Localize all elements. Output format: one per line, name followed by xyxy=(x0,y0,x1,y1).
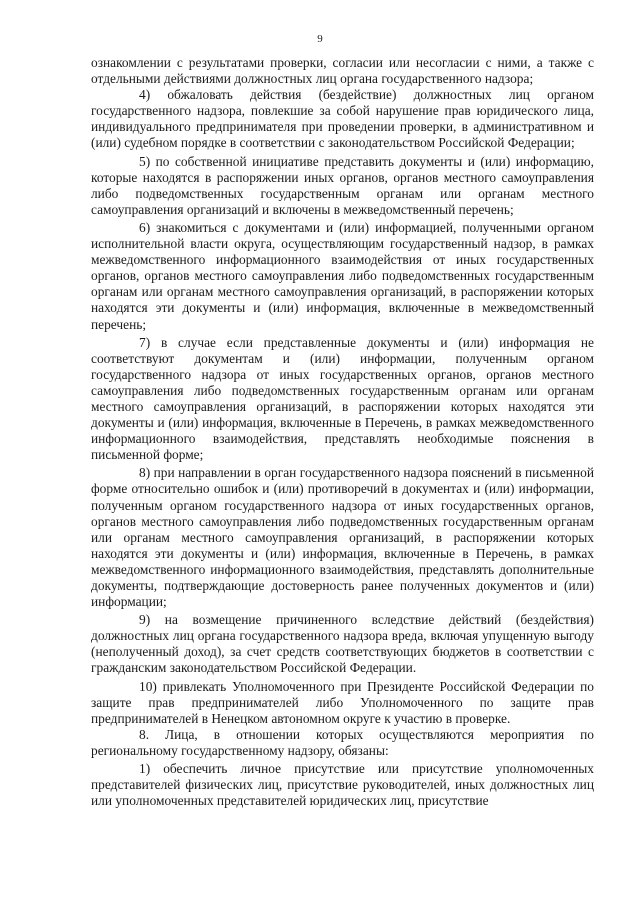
document-body xyxy=(91,55,594,809)
paragraph-section-8: 8. Лица, в отношении которых осуществляются мероприятия по региональному государственному надзору, обязаны: xyxy=(91,726,594,758)
paragraph-item-5: 5) по собственной инициативе представить документы и (или) информацию, которые находятся в распоряжении иных органов, органов местного самоуправления либо подведомственных государственным органам или органам местного самоуправления организаций и включены в межведомственный перечень; xyxy=(91,153,594,217)
paragraph-item-8: 8) при направлении в орган государственного надзора пояснений в письменной форме относительно ошибок и (или) противоречий в документах и (или) информации, полученным органом государственного надзора от иных государственных органов, органов местного самоуправления либо подведомственных государственным органам или органам местного самоуправления организаций, в распоряжении которых находятся эти документы и (или) информация, включенные в Перечень, в рамках межведомственного информационного взаимодействия, представлять дополнительные документы, подтверждающие достоверность ранее полученных документов и (или) информации; xyxy=(91,465,594,610)
paragraph-item-6: 6) знакомиться с документами и (или) информацией, полученными органом исполнительной власти округа, осуществляющим государственный надзор, в рамках межведомственного информационного взаимодействия от иных государственных органов, органов местного самоуправления либо подведомственных государственным органам или органам местного самоуправления организаций, в распоряжении которых находятся эти документы и (или) информация, включенные в межведомственный перечень; xyxy=(91,219,594,332)
paragraph-section-8-item-1: 1) обеспечить личное присутствие или присутствие уполномоченных представителей физических лиц, присутствие руководителей, иных должностных лиц или уполномоченных представителей юридических лиц, присутствие xyxy=(91,761,594,809)
paragraph-continuation: ознакомлении с результатами проверки, согласии или несогласии с ними, а также с отдельными действиями должностных лиц органа государственного надзора; xyxy=(91,55,594,87)
page-number: 9 xyxy=(317,33,323,45)
paragraph-item-9: 9) на возмещение причиненного вследствие действий (бездействия) должностных лиц органа государственного надзора вреда, включая упущенную выгоду (неполученный доход), за счет средств соответствующих бюджетов в соответствии с гражданским законодательством Российской Федерации. xyxy=(91,612,594,676)
paragraph-item-4: 4) обжаловать действия (бездействие) должностных лиц органом государственного надзора, повлекшие за собой нарушение прав юридического лица, индивидуального предпринимателя при проведении проверки, в административном и (или) судебном порядке в соответствии с законодательством Российской Федерации; xyxy=(91,87,594,151)
paragraph-item-10: 10) привлекать Уполномоченного при Президенте Российской Федерации по защите прав предпринимателей либо Уполномоченного по защите прав предпринимателей в Ненецком автономном округе к участию в проверке. xyxy=(91,678,594,726)
paragraph-item-7: 7) в случае если представленные документы и (или) информация не соответствуют документам и (или) информации, полученным органом государственного надзора от иных государственных органов, органов местного самоуправления либо подведомственных государственным органам или органам местного самоуправления организаций, в распоряжении которых находятся эти документы и (или) информация, включенные в Перечень, в рамках межведомственного информационного взаимодействия, представлять необходимые пояснения в письменной форме; xyxy=(91,334,594,463)
